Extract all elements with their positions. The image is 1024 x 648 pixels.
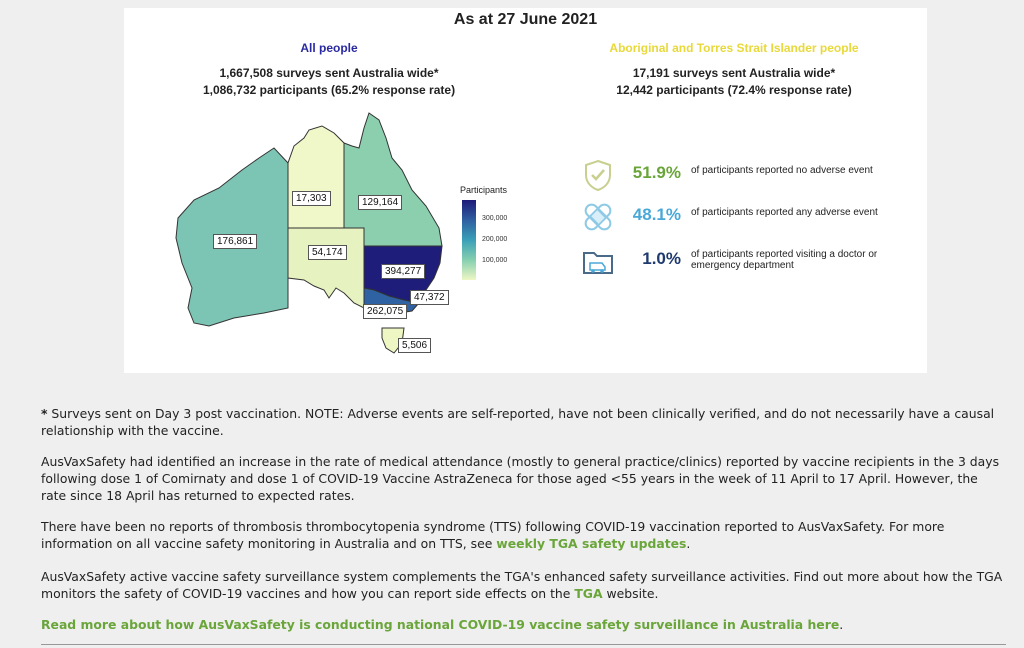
legend-tick-300000: 300,000 [482,215,508,222]
label-nsw: 394,277 [381,264,425,279]
label-vic: 262,075 [363,304,407,319]
tga-safety-updates-link[interactable]: weekly TGA safety updates [496,536,687,551]
label-act: 47,372 [410,290,449,305]
label-qld: 129,164 [358,195,402,210]
atsi-heading: Aboriginal and Torres Strait Islander people [609,41,859,55]
shield-check-icon [581,158,615,192]
label-nt: 17,303 [292,191,331,206]
tga-paragraph [41,568,1006,602]
para3-text: There have been no reports of thrombosis thrombocytopenia syndrome (TTS) following COVID-19 vaccination reported to AusVaxSafety. For more information on all vaccine safety monitoring in Australia and on TTS, see [41,519,945,551]
state-qld [344,113,442,246]
all-people-heading: All people [300,41,358,55]
para4-text: AusVaxSafety active vaccine safety surveillance system complements the TGA's enhanced safety surveillance activities. Find out more about how the TGA monitors the safety of COVID-19 vaccines and how you can report side effects on the [41,569,1003,601]
state-nt [288,126,344,228]
footnote-paragraph [41,405,1006,439]
all-people-surveys: 1,667,508 surveys sent Australia wide* [219,66,439,80]
stat-text: of participants reported any adverse event [691,207,878,218]
tts-paragraph [41,518,1006,552]
label-wa: 176,861 [213,234,257,249]
read-more-paragraph [41,616,1006,633]
legend-tick-200000: 200,000 [482,236,508,243]
infographic-panel [124,8,927,373]
legend-tick-100000: 100,000 [482,257,508,264]
bottom-divider [41,644,1006,645]
stat-text: of participants reported visiting a doctor or emergency department [691,249,878,271]
stat-text: of participants reported no adverse event [691,165,873,176]
read-more-link[interactable]: Read more about how AusVaxSafety is conducting national COVID-19 vaccine safety surveillance in Australia here [41,617,840,632]
atsi-participants: 12,442 participants (72.4% response rate) [616,83,852,97]
state-sa [288,228,364,308]
para5-tail: . [839,617,844,632]
para3-tail: . [686,536,691,551]
stat-pct: 1.0% [642,249,681,268]
stat-pct: 51.9% [632,163,681,182]
stat-pct: 48.1% [632,205,681,224]
bandage-icon [581,200,615,234]
legend-color-bar [462,200,476,280]
para2-text: AusVaxSafety had identified an increase in the rate of medical attendance (mostly to general practice/clinics) reported by vaccine recipients in the 3 days following dose 1 of Comirnaty and dose 1 of COVID-19 Vaccine AstraZeneca for those aged <55 years in the week of 11 April to 17 April. However, the rate since 18 April has returned to expected rates. [41,454,1000,503]
all-people-participants: 1,086,732 participants (65.2% response rate) [202,83,456,97]
label-sa: 54,174 [308,245,347,260]
tga-website-link[interactable]: TGA [574,586,603,601]
folder-ambulance-icon [581,244,615,278]
medical-attendance-paragraph [41,453,1006,504]
label-tas: 5,506 [398,338,431,353]
legend-title: Participants [460,185,508,195]
footnote-star: * [41,406,48,421]
atsi-surveys: 17,191 surveys sent Australia wide* [632,66,836,80]
footnote-text: Surveys sent on Day 3 post vaccination. NOTE: Adverse events are self-reported, have not been clinically verified, and do not necessarily have a causal relationship with the vaccine. [41,406,995,438]
panel-title: As at 27 June 2021 [453,11,598,28]
para4-tail: website. [602,586,659,601]
